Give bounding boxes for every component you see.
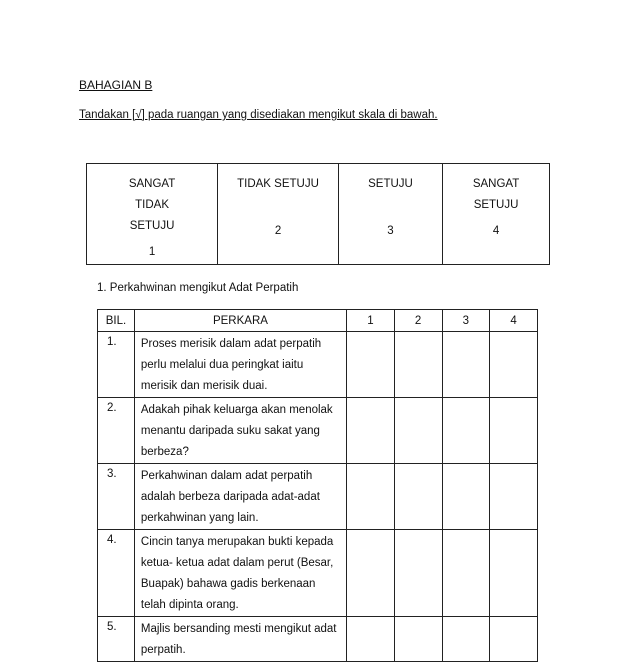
- rating-cell-3[interactable]: [442, 530, 490, 617]
- scale-cell-1: [87, 164, 218, 265]
- scale-value-1: 1: [148, 246, 156, 258]
- rating-cell-3[interactable]: [442, 398, 490, 464]
- scale-label-1: SANGAT TIDAK SETUJU: [128, 178, 176, 232]
- question-heading: 1. Perkahwinan mengikut Adat Perpatih: [97, 282, 299, 294]
- rating-cell-4[interactable]: [490, 398, 538, 464]
- scale-value-2: 2: [274, 225, 282, 237]
- row-number: 1.: [98, 332, 135, 398]
- rating-cell-2[interactable]: [394, 332, 442, 398]
- scale-value-3: 3: [387, 225, 394, 237]
- row-statement: Majlis bersanding mesti mengikut adat perpatih.: [134, 617, 346, 662]
- scale-cell-4: [443, 164, 550, 265]
- rating-cell-4[interactable]: [490, 617, 538, 662]
- header-bil: BIL.: [98, 310, 135, 332]
- scale-cell-3: [338, 164, 442, 265]
- row-number: 4.: [98, 530, 135, 617]
- rating-cell-1[interactable]: [347, 332, 395, 398]
- header-3: 3: [442, 310, 490, 332]
- rating-cell-3[interactable]: [442, 617, 490, 662]
- row-statement: Proses merisik dalam adat perpatih perlu melalui dua peringkat iaitu merisik dan merisik duai.: [134, 332, 346, 398]
- table-row: [98, 398, 538, 464]
- table-row: [98, 530, 538, 617]
- header-1: 1: [347, 310, 395, 332]
- rating-cell-2[interactable]: [394, 617, 442, 662]
- rating-cell-1[interactable]: [347, 617, 395, 662]
- rating-cell-4[interactable]: [490, 464, 538, 530]
- row-statement: Cincin tanya merupakan bukti kepada ketua- ketua adat dalam perut (Besar, Buapak) bahawa gadis berkenaan telah dipinta orang.: [134, 530, 346, 617]
- instruction-text: Tandakan [√] pada ruangan yang disediakan mengikut skala di bawah.: [79, 109, 438, 121]
- table-header-row: [98, 310, 538, 332]
- scale-label-4: SANGAT SETUJU: [472, 178, 520, 211]
- section-title: BAHAGIAN B: [79, 78, 153, 92]
- rating-cell-4[interactable]: [490, 530, 538, 617]
- scale-label-2: TIDAK SETUJU: [237, 178, 319, 190]
- rating-cell-2[interactable]: [394, 464, 442, 530]
- row-number: 2.: [98, 398, 135, 464]
- header-4: 4: [490, 310, 538, 332]
- scale-value-4: 4: [492, 225, 500, 237]
- row-number: 5.: [98, 617, 135, 662]
- table-row: [98, 464, 538, 530]
- header-2: 2: [394, 310, 442, 332]
- rating-scale-table: [86, 163, 550, 265]
- rating-cell-1[interactable]: [347, 530, 395, 617]
- rating-cell-1[interactable]: [347, 464, 395, 530]
- rating-cell-2[interactable]: [394, 530, 442, 617]
- scale-cell-2: [218, 164, 339, 265]
- header-perkara: PERKARA: [134, 310, 346, 332]
- rating-cell-2[interactable]: [394, 398, 442, 464]
- row-number: 3.: [98, 464, 135, 530]
- table-row: [98, 617, 538, 662]
- row-statement: Adakah pihak keluarga akan menolak menantu daripada suku sakat yang berbeza?: [134, 398, 346, 464]
- table-row: [98, 332, 538, 398]
- rating-cell-4[interactable]: [490, 332, 538, 398]
- rating-cell-3[interactable]: [442, 332, 490, 398]
- rating-cell-1[interactable]: [347, 398, 395, 464]
- scale-label-3: SETUJU: [368, 178, 413, 190]
- questionnaire-table: [97, 309, 538, 662]
- rating-cell-3[interactable]: [442, 464, 490, 530]
- row-statement: Perkahwinan dalam adat perpatih adalah berbeza daripada adat-adat perkahwinan yang lain.: [134, 464, 346, 530]
